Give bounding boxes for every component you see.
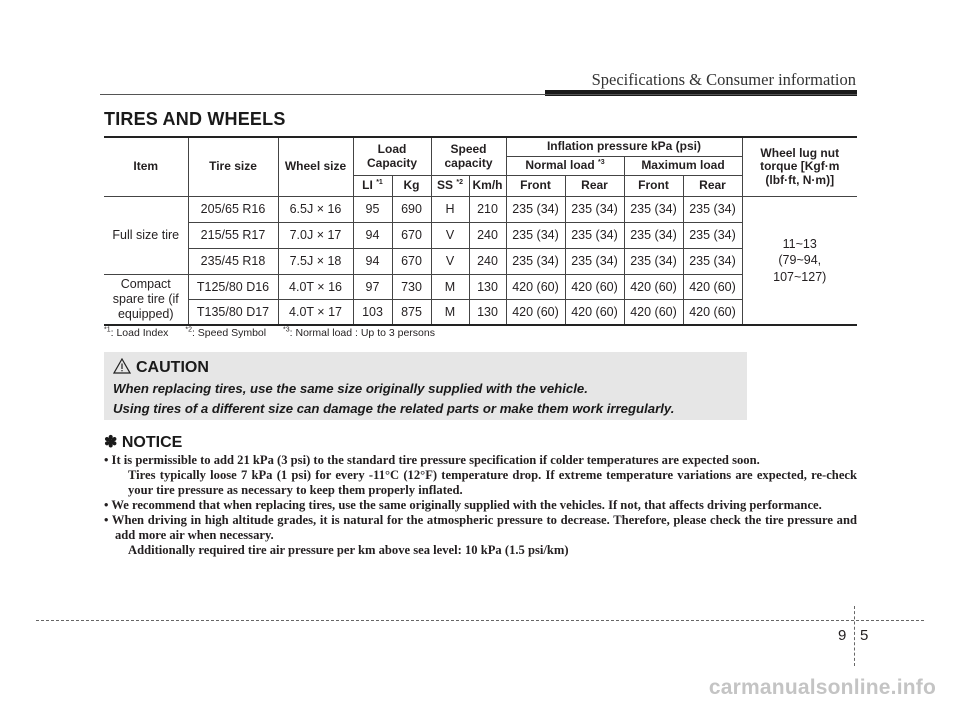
header-bar [545, 90, 857, 96]
caution-line: Using tires of a different size can damage the related parts or make them work irregularly. [113, 401, 675, 416]
cell-normal-rear: 235 (34) [565, 197, 624, 223]
cell-wheel-size: 6.5J × 16 [278, 197, 353, 223]
cell-normal-front: 420 (60) [506, 300, 565, 326]
header-li: LI $^{*1}$ [353, 176, 392, 197]
header-wheel-size: Wheel size [278, 137, 353, 197]
caution-line: When replacing tires, use the same size originally supplied with the vehicle. [113, 381, 588, 396]
cell-kg: 670 [392, 223, 431, 249]
watermark: carmanualsonline.info [708, 676, 936, 699]
cell-kmh: 210 [469, 197, 506, 223]
tire-spec-table [104, 136, 857, 326]
header-ss: SS $^{*2}$ [431, 176, 469, 197]
footer-divider [36, 620, 924, 621]
header-maximum-load: Maximum load [624, 157, 742, 176]
header-speed-capacity: Speed capacity [431, 137, 506, 176]
cell-ss: M [431, 275, 469, 300]
cell-max-front: 235 (34) [624, 223, 683, 249]
cell-tire-size: 235/45 R18 [188, 249, 278, 275]
caution-title: CAUTION [136, 359, 209, 376]
footnote-normal-load: $^{*3}$: Normal load : Up to 3 persons [283, 326, 435, 339]
footnote-speed-symbol: $^{*2}$: Speed Symbol [185, 326, 267, 339]
cell-tire-size: T125/80 D16 [188, 275, 278, 300]
cell-normal-rear: 235 (34) [565, 249, 624, 275]
cell-li: 94 [353, 223, 392, 249]
header-max-front: Front [624, 176, 683, 197]
notice-body [104, 453, 857, 558]
notice-continuation: Additionally required tire air pressure per km above sea level: 10 kPa (1.5 psi/km) [128, 543, 569, 557]
row-group-compact-spare: Compact spare tire (if equipped) [104, 275, 188, 326]
table-footnotes [104, 326, 449, 339]
footnote-load-index: $^{*1}$: Load Index [104, 326, 169, 339]
page-number-divider [854, 606, 855, 666]
cell-max-front: 235 (34) [624, 197, 683, 223]
header-normal-front: Front [506, 176, 565, 197]
notice-bullet: • We recommend that when replacing tires, use the same originally supplied with the vehicles. If not, that affects driving performance. [104, 498, 822, 512]
cell-normal-rear: 420 (60) [565, 275, 624, 300]
header-normal-load: Normal load $^{*3}$ [506, 157, 624, 176]
page-title: TIRES AND WHEELS [104, 109, 286, 129]
cell-max-rear: 420 (60) [683, 300, 742, 326]
header-section-title: Specifications & Consumer information [591, 70, 856, 89]
cell-kmh: 240 [469, 223, 506, 249]
cell-normal-rear: 235 (34) [565, 223, 624, 249]
header-normal-rear: Rear [565, 176, 624, 197]
chapter-number: 9 [838, 627, 847, 644]
cell-normal-front: 235 (34) [506, 223, 565, 249]
cell-kmh: 130 [469, 275, 506, 300]
cell-kmh: 240 [469, 249, 506, 275]
cell-normal-front: 420 (60) [506, 275, 565, 300]
notice-bullet: • It is permissible to add 21 kPa (3 psi) to the standard tire pressure specification if colder temperatures are expected soon. [104, 453, 760, 467]
cell-max-rear: 235 (34) [683, 249, 742, 275]
header-inflation-pressure: Inflation pressure kPa (psi) [506, 137, 742, 157]
cell-max-rear: 420 (60) [683, 275, 742, 300]
cell-max-rear: 235 (34) [683, 223, 742, 249]
cell-max-front: 235 (34) [624, 249, 683, 275]
cell-kg: 730 [392, 275, 431, 300]
header-tire-size: Tire size [188, 137, 278, 197]
cell-kmh: 130 [469, 300, 506, 326]
cell-wheel-size: 7.0J × 17 [278, 223, 353, 249]
notice-continuation: Tires typically loose 7 kPa (1 psi) for every -11°C (12°F) temperature drop. If extreme temperature variations are expected, re-check your tire pressure as necessary to keep them properly inflated. [128, 468, 857, 497]
warning-triangle-icon [113, 358, 131, 379]
cell-tire-size: T135/80 D17 [188, 300, 278, 326]
cell-max-front: 420 (60) [624, 300, 683, 326]
header-kg: Kg [392, 176, 431, 197]
cell-tire-size: 205/65 R16 [188, 197, 278, 223]
cell-ss: V [431, 249, 469, 275]
cell-wheel-size: 7.5J × 18 [278, 249, 353, 275]
page-number: 5 [860, 627, 869, 644]
cell-normal-front: 235 (34) [506, 249, 565, 275]
cell-wheel-size: 4.0T × 16 [278, 275, 353, 300]
cell-wheel-size: 4.0T × 17 [278, 300, 353, 326]
cell-li: 97 [353, 275, 392, 300]
cell-max-front: 420 (60) [624, 275, 683, 300]
cell-tire-size: 215/55 R17 [188, 223, 278, 249]
table-row [104, 197, 857, 223]
header-rule [100, 94, 857, 95]
row-group-full-size: Full size tire [104, 197, 188, 275]
cell-max-rear: 235 (34) [683, 197, 742, 223]
caution-text [113, 379, 745, 419]
cell-ss: M [431, 300, 469, 326]
header-wheel-lug-torque: Wheel lug nut torque [Kgf·m (lbf·ft, N·m)] [742, 137, 857, 197]
header-item: Item [104, 137, 188, 197]
cell-lug-torque: 11~13 (79~94, 107~127) [742, 197, 857, 326]
cell-kg: 690 [392, 197, 431, 223]
header-kmh: Km/h [469, 176, 506, 197]
caution-box [104, 352, 747, 420]
cell-li: 103 [353, 300, 392, 326]
cell-ss: V [431, 223, 469, 249]
cell-li: 94 [353, 249, 392, 275]
cell-li: 95 [353, 197, 392, 223]
cell-kg: 670 [392, 249, 431, 275]
cell-ss: H [431, 197, 469, 223]
header-load-capacity: Load Capacity [353, 137, 431, 176]
notice-bullet: • When driving in high altitude grades, it is natural for the atmospheric pressure to decrease. Therefore, please check the tire pressure and add more air when necessary. [104, 513, 857, 542]
cell-normal-rear: 420 (60) [565, 300, 624, 326]
cell-kg: 875 [392, 300, 431, 326]
notice-title: ✽ NOTICE [104, 434, 183, 451]
header-max-rear: Rear [683, 176, 742, 197]
cell-normal-front: 235 (34) [506, 197, 565, 223]
